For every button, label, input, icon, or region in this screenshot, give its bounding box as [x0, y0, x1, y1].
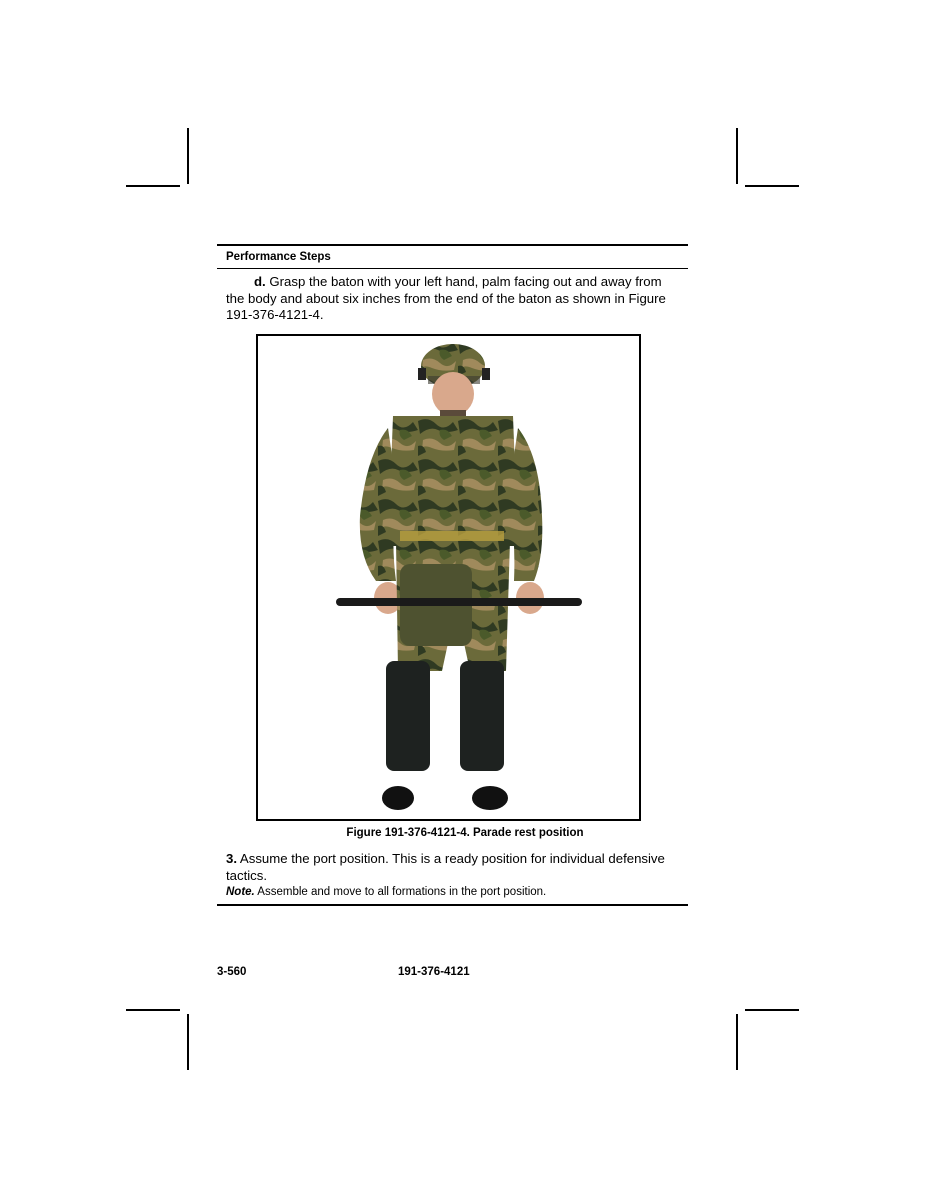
note-label: Note. — [226, 886, 255, 898]
crop-mark-top-left-h — [126, 185, 180, 187]
heading-rule — [217, 268, 688, 269]
crop-mark-bottom-left-v — [187, 1014, 189, 1070]
right-shin-guard — [460, 661, 504, 771]
page-number: 3-560 — [217, 966, 247, 978]
step-3-label: 3. — [226, 851, 237, 866]
bottom-rule — [217, 904, 688, 906]
helmet-clip-right — [482, 368, 490, 380]
crop-mark-bottom-left-h — [126, 1009, 180, 1011]
note-text: Assemble and move to all formations in the port position. — [254, 886, 547, 898]
helmet-clip-left — [418, 368, 426, 380]
left-shin-guard — [386, 661, 430, 771]
baton — [336, 598, 582, 606]
step-3-text: Assume the port position. This is a ready position for individual defensive tactics. — [226, 851, 665, 883]
figure-caption: Figure 191-376-4121-4. Parade rest position — [346, 827, 584, 839]
left-boot — [382, 786, 414, 810]
crop-mark-bottom-right-v — [736, 1014, 738, 1070]
figure-frame — [256, 334, 641, 821]
step-d-paragraph — [226, 274, 682, 324]
crop-mark-top-left-v — [187, 128, 189, 184]
face — [432, 372, 474, 416]
step-3-paragraph — [226, 851, 666, 884]
soldier-photo — [258, 336, 639, 819]
crop-mark-top-right-v — [736, 128, 738, 184]
right-boot — [472, 786, 508, 810]
vest — [388, 416, 518, 546]
crop-mark-top-right-h — [745, 185, 799, 187]
step-d-text: Grasp the baton with your left hand, palm facing out and away from the body and about six inches from the end of the baton as shown in Figure 191-376-4121-4. — [226, 274, 666, 322]
top-rule — [217, 244, 688, 246]
crop-mark-bottom-right-h — [745, 1009, 799, 1011]
task-number: 191-376-4121 — [398, 966, 470, 978]
note-paragraph — [226, 886, 546, 898]
section-heading: Performance Steps — [226, 251, 331, 263]
step-d-label: d. — [254, 274, 266, 289]
